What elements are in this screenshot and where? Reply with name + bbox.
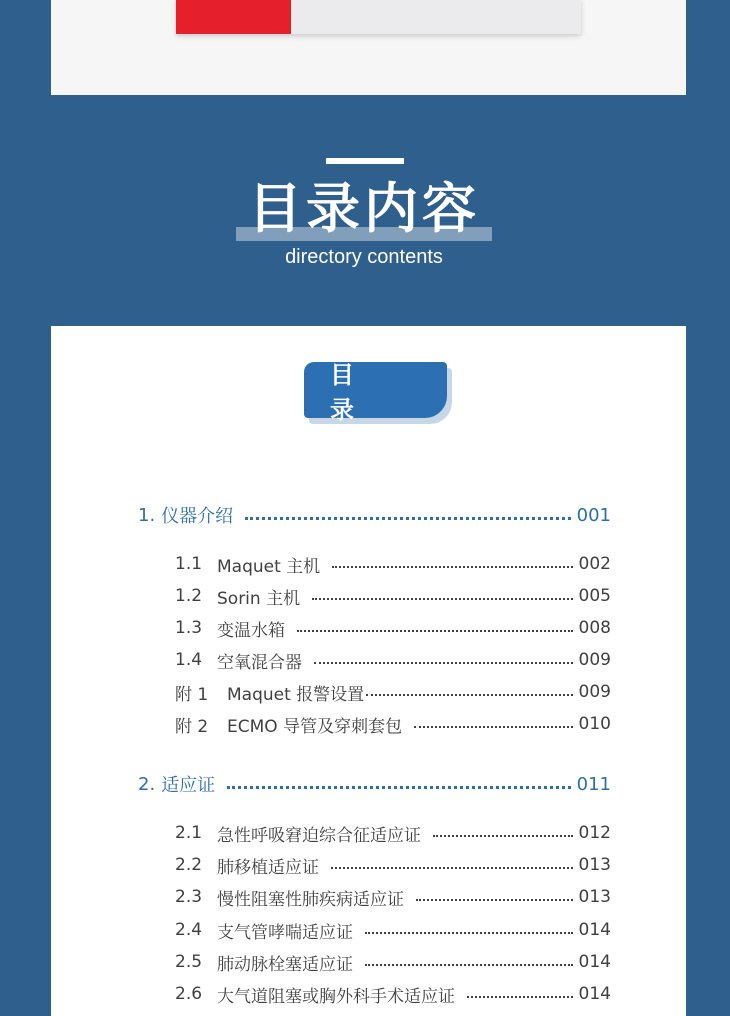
toc-item-number: 1.2	[175, 586, 203, 606]
toc-page-number: 002	[578, 554, 611, 574]
toc-page-number: 013	[578, 887, 611, 907]
toc-item-number: 1.1	[175, 554, 203, 574]
toc-item-number: 附 2	[175, 716, 209, 737]
toc-section-1[interactable]	[138, 503, 611, 527]
page-title: 目录内容	[248, 177, 480, 240]
toc-item-number: 2.2	[175, 855, 203, 875]
toc-page-number: 013	[578, 855, 611, 875]
header-decorative-dash	[326, 158, 404, 164]
toc-item-title: 肺移植适应证	[217, 857, 319, 878]
toc-page-number: 008	[578, 618, 611, 638]
toc-leader-dots	[227, 786, 570, 789]
toc-item-title: 空氧混合器	[217, 652, 302, 673]
toc-leader-dots	[433, 835, 573, 837]
toc-item-title: 急性呼吸窘迫综合征适应证	[217, 825, 421, 846]
toc-leader-dots	[416, 899, 573, 901]
toc-page-number: 001	[576, 504, 611, 526]
toc-item-2-4[interactable]	[175, 919, 611, 941]
toc-leader-dots	[245, 517, 570, 520]
toc-leader-dots	[331, 867, 573, 869]
toc-section-title: 仪器介绍	[161, 506, 234, 527]
toc-leader-dots	[312, 598, 572, 600]
toc-item-2-5[interactable]	[175, 951, 611, 973]
toc-item-2-3[interactable]	[175, 886, 611, 908]
book-cover-image	[176, 0, 581, 34]
toc-item-number: 附 1	[175, 684, 209, 705]
toc-item-title: Maquet 报警设置	[227, 684, 365, 705]
toc-item-number: 2.1	[175, 823, 203, 843]
toc-page-number: 009	[578, 650, 611, 670]
toc-item-number: 2.4	[175, 920, 203, 940]
toc-item-number: 2.3	[175, 887, 203, 907]
toc-page-number: 012	[578, 823, 611, 843]
toc-item-number: 2.5	[175, 952, 203, 972]
toc-item-title: 肺动脉栓塞适应证	[217, 954, 353, 975]
toc-leader-dots	[314, 662, 573, 664]
book-cover-red-stripe	[176, 0, 291, 34]
toc-item-title: 变温水箱	[217, 620, 285, 641]
toc-section-number: 1.	[138, 504, 156, 526]
page-subtitle: directory contents	[285, 246, 443, 268]
toc-appendix-1[interactable]	[175, 681, 611, 703]
toc-item-number: 2.6	[175, 984, 203, 1004]
toc-item-1-1[interactable]	[175, 553, 611, 575]
toc-leader-dots	[332, 566, 572, 568]
toc-item-1-4[interactable]	[175, 649, 611, 671]
toc-item-title: 慢性阻塞性肺疾病适应证	[217, 889, 404, 910]
toc-page-number: 010	[578, 714, 611, 734]
toc-item-2-2[interactable]	[175, 854, 611, 876]
toc-item-2-6[interactable]	[175, 983, 611, 1005]
toc-section-number: 2.	[138, 773, 156, 795]
toc-item-title: ECMO 导管及穿刺套包	[227, 716, 403, 737]
toc-page-number: 005	[578, 586, 611, 606]
toc-leader-dots	[414, 726, 572, 728]
toc-item-title: Maquet 主机	[217, 556, 321, 577]
toc-appendix-2[interactable]	[175, 713, 611, 735]
toc-page-number: 011	[576, 773, 611, 795]
toc-section-title: 适应证	[161, 775, 216, 796]
toc-item-number: 1.3	[175, 618, 203, 638]
toc-page-number: 014	[578, 984, 611, 1004]
toc-page-number: 009	[578, 682, 611, 702]
toc-panel	[51, 326, 686, 1016]
toc-leader-dots	[297, 630, 573, 632]
toc-leader-dots	[467, 996, 573, 998]
toc-badge: 目 录	[304, 362, 447, 418]
toc-page-number: 014	[578, 920, 611, 940]
toc-leader-dots	[365, 964, 573, 966]
toc-item-title: 大气道阻塞或胸外科手术适应证	[217, 986, 455, 1007]
book-preview-card	[51, 0, 686, 95]
toc-item-2-1[interactable]	[175, 822, 611, 844]
toc-leader-dots	[365, 932, 573, 934]
toc-item-title: 支气管哮喘适应证	[217, 922, 353, 943]
toc-item-number: 1.4	[175, 650, 203, 670]
toc-item-title: Sorin 主机	[217, 588, 301, 609]
toc-page-number: 014	[578, 952, 611, 972]
toc-item-1-3[interactable]	[175, 617, 611, 639]
toc-leader-dots	[366, 694, 572, 696]
toc-item-1-2[interactable]	[175, 585, 611, 607]
toc-section-2[interactable]	[138, 772, 611, 796]
